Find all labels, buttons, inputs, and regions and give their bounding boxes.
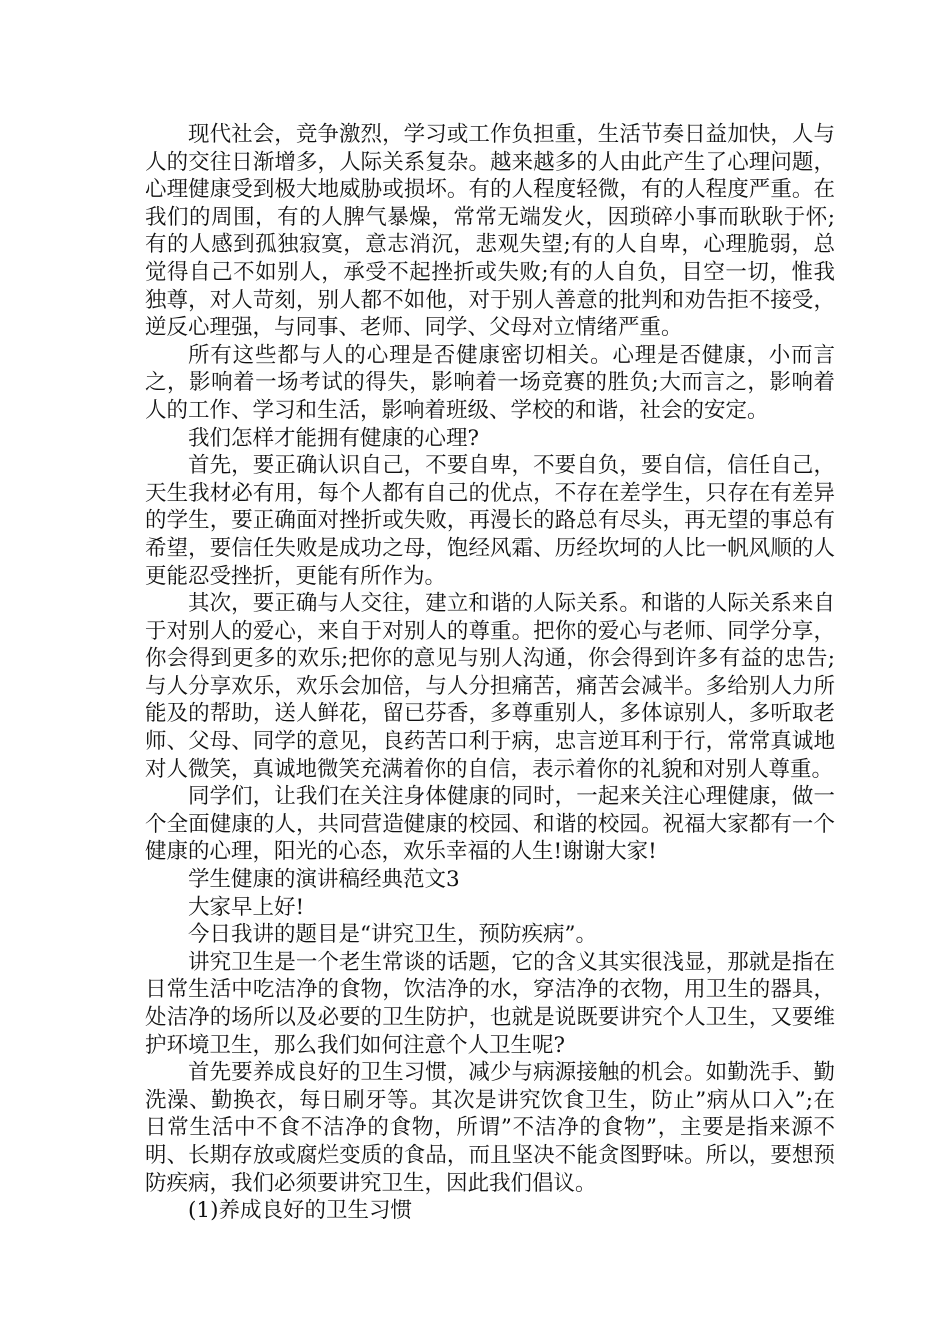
document-page [145, 121, 835, 1225]
paragraph-relationships: 其次，要正确与人交往，建立和谐的人际关系。和谐的人际关系来自于对别人的爱心，来自于对别人的尊重。把你的爱心与老师、同学分享，你会得到更多的欢乐;把你的意见与别人沟通，你会得到许多有益的忠告;与人分享欢乐，欢乐会加倍，与人分担痛苦，痛苦会减半。多给别人力所能及的帮助，送人鲜花，留已芬香，多尊重别人，多体谅别人，多听取老师、父母、同学的意见，良药苦口利于病，忠言逆耳利于行，常常真诚地对人微笑，真诚地微笑充满着你的自信，表示着你的礼貌和对别人尊重。 [145, 591, 835, 782]
paragraph-hygiene-habits: 首先要养成良好的卫生习惯，减少与病源接触的机会。如勤洗手、勤洗澡、勤换衣，每日刷牙等。其次是讲究饮食卫生，防止”病从口入”;在日常生活中不食不洁净的食物，所谓”不洁净的食物”，主要是指来源不明、长期存放或腐烂变质的食品，而且坚决不能贪图野味。所以，要想预防疾病，我们必须要讲究卫生，因此我们倡议。 [145, 1060, 835, 1196]
paragraph-self-knowledge: 首先，要正确认识自己，不要自卑，不要自负，要自信，信任自己，天生我材必有用，每个人都有自己的优点，不存在差学生，只存在有差异的学生，要正确面对挫折或失败，再漫长的路总有尽头，再无望的事总有希望，要信任失败是成功之母，饱经风霜、历经坎坷的人比一帆风顺的人更能忍受挫折，更能有所作为。 [145, 453, 835, 589]
paragraph-mental-health-importance: 所有这些都与人的心理是否健康密切相关。心理是否健康，小而言之，影响着一场考试的得失，影响着一场竞赛的胜负;大而言之，影响着人的工作、学习和生活，影响着班级、学校的和谐，社会的安定。 [145, 342, 835, 423]
paragraph-question: 我们怎样才能拥有健康的心理? [188, 425, 480, 451]
paragraph-closing: 同学们，让我们在关注身体健康的同时，一起来关注心理健康，做一个全面健康的人，共同营造健康的校园、和谐的校园。祝福大家都有一个健康的心理，阳光的心态，欢乐幸福的人生!谢谢大家! [145, 784, 835, 865]
section-title: 学生健康的演讲稿经典范文3 [188, 867, 460, 893]
paragraph-topic: 今日我讲的题目是“讲究卫生，预防疾病”。 [188, 922, 597, 948]
list-item-1: (1)养成良好的卫生习惯 [188, 1198, 412, 1224]
paragraph-hygiene-meaning: 讲究卫生是一个老生常谈的话题，它的含义其实很浅显，那就是指在日常生活中吃洁净的食物，饮洁净的水，穿洁净的衣物，用卫生的器具，处洁净的场所以及必要的卫生防护，也就是说既要讲究个人卫生，又要维护环境卫生，那么我们如何注意个人卫生呢? [145, 949, 835, 1058]
paragraph-society-pressure: 现代社会，竞争激烈，学习或工作负担重，生活节奏日益加快，人与人的交往日渐增多，人际关系复杂。越来越多的人由此产生了心理问题，心理健康受到极大地威胁或损坏。有的人程度轻微，有的人程度严重。在我们的周围，有的人脾气暴燥，常常无端发火，因琐碎小事而耿耿于怀;有的人感到孤独寂寞，意志消沉，悲观失望;有的人自卑，心理脆弱，总觉得自己不如别人，承受不起挫折或失败;有的人自负，目空一切，惟我独尊，对人苛刻，别人都不如他，对于别人善意的批判和劝告拒不接受，逆反心理强，与同事、老师、同学、父母对立情绪严重。 [145, 122, 835, 341]
paragraph-greeting: 大家早上好! [188, 894, 305, 920]
